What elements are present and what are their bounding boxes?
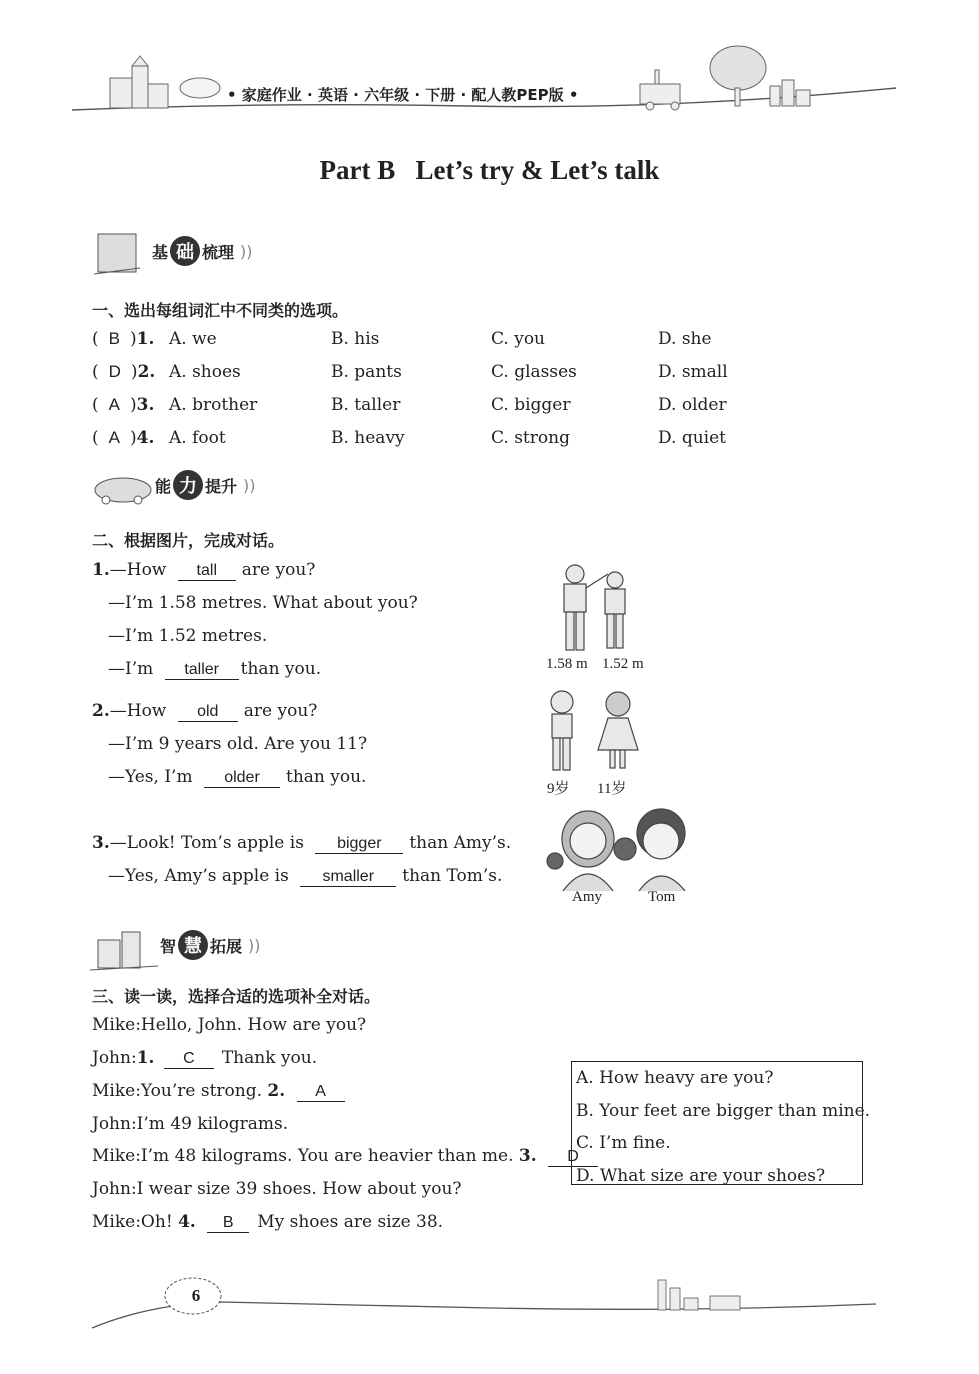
section-1-badge: 基 础 梳理 ))	[152, 236, 253, 266]
series-header: • 家庭作业 · 英语 · 六年级 · 下册 · 配人教PEP版 •	[227, 86, 579, 104]
q1-line-4: —I’m taller than you.	[108, 659, 322, 679]
q1-line-1: 1.—How tall are you?	[92, 560, 316, 580]
answer: D	[108, 362, 121, 381]
q3-line-1: 3.—Look! Tom’s apple is bigger than Amy’s.	[92, 833, 512, 853]
options-box	[571, 1061, 871, 1186]
section-1-illustration	[92, 228, 152, 280]
q2-line-1: 2.—How old are you?	[92, 701, 318, 721]
answer: A	[108, 428, 120, 447]
answer: A	[108, 395, 120, 414]
option-c: C. I’m fine.	[576, 1133, 671, 1153]
caption-amy: Amy	[572, 889, 602, 905]
caption-1-58: 1.58 m	[546, 656, 588, 672]
boys-height-illustration	[550, 562, 640, 654]
answer-blank[interactable]: C	[164, 1050, 214, 1069]
q1-line-3: —I’m 1.52 metres.	[108, 626, 268, 646]
answer-blank[interactable]: smaller	[300, 868, 396, 887]
answer: B	[108, 329, 120, 348]
dialog-line: John:I wear size 39 shoes. How about you?	[92, 1179, 462, 1199]
q2-line-2: —I’m 9 years old. Are you 11?	[108, 734, 368, 754]
answer-blank[interactable]: tall	[178, 562, 236, 581]
dialog-line: John:1. C Thank you.	[92, 1048, 318, 1068]
caption-tom: Tom	[648, 889, 676, 905]
amy-tom-apples-illustration	[543, 805, 693, 891]
part3-heading: 三、读一读，选择合适的选项补全对话。	[92, 987, 381, 1006]
q2-line-3: —Yes, I’m older than you.	[108, 767, 367, 787]
dialog-line: John:I’m 49 kilograms.	[92, 1114, 289, 1134]
option-d: D. What size are your shoes?	[576, 1165, 826, 1186]
page-number: 6	[191, 1286, 201, 1305]
page-title: Part B Let’s try & Let’s talk	[319, 155, 660, 185]
dialog-line: Mike:Hello, John. How are you?	[92, 1015, 367, 1035]
answer-blank[interactable]: taller	[165, 661, 239, 680]
section-3-illustration	[88, 922, 160, 972]
dialog-line: Mike:I’m 48 kilograms. You are heavier than me. 3. D	[92, 1146, 598, 1167]
answer-blank[interactable]: A	[297, 1083, 345, 1102]
answer-blank[interactable]: bigger	[315, 835, 403, 854]
caption-1-52: 1.52 m	[602, 656, 644, 672]
answer-blank[interactable]: older	[204, 769, 280, 788]
q1-line-2: —I’m 1.58 metres. What about you?	[108, 593, 418, 613]
answer-blank[interactable]: old	[178, 703, 238, 722]
q3-line-2: —Yes, Amy’s apple is smaller than Tom’s.	[108, 866, 503, 886]
caption-9: 9岁	[547, 781, 570, 797]
dialog-line: Mike:Oh! 4. B My shoes are size 38.	[92, 1212, 444, 1232]
dialog-line: Mike:You’re strong. 2. A	[92, 1081, 345, 1102]
option-a: A. How heavy are you?	[576, 1068, 774, 1088]
section-2-illustration	[90, 470, 156, 506]
answer-blank[interactable]: B	[207, 1214, 249, 1233]
part1-heading: 一、选出每组词汇中不同类的选项。	[92, 301, 349, 320]
section-3-badge: 智 慧 拓展 ))	[160, 930, 261, 960]
section-2-badge: 能 力 提升 ))	[155, 470, 256, 500]
header-decoration	[70, 40, 900, 120]
caption-11: 11岁	[597, 781, 627, 797]
answer-blank[interactable]: D	[548, 1148, 598, 1167]
option-b: B. Your feet are bigger than mine.	[576, 1100, 871, 1121]
kids-age-illustration	[540, 688, 645, 774]
part2-heading: 二、根据图片，完成对话。	[92, 531, 285, 550]
